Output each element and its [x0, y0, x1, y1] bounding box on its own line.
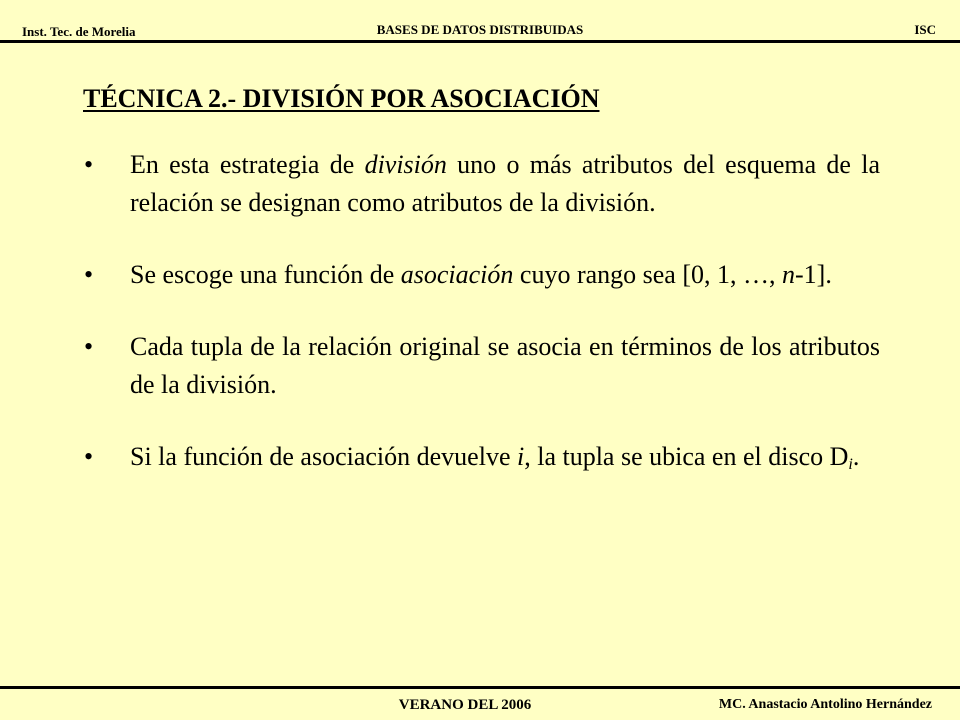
bullet-subscript: i [848, 456, 853, 473]
bullet-emphasis: división [364, 150, 447, 179]
header-program: ISC [914, 22, 936, 37]
bullet-text: , la tupla se ubica en el disco D [524, 442, 849, 471]
header-divider [0, 40, 960, 43]
bullet-text: uno o más atributos del esquema de la relación se designan como atributos de la división. [130, 150, 881, 217]
bullet-text: En esta estrategia de [130, 150, 365, 179]
bullet-item [82, 146, 880, 222]
bullet-text: Cada tupla de la relación original se asocia en términos de los atributos de la división. [130, 332, 880, 399]
footer-author: MC. Anastacio Antolino Hernández [718, 697, 932, 712]
bullet-emphasis: n [782, 260, 796, 289]
bullet-icon: • [84, 150, 94, 179]
header-institution: Inst. Tec. de Morelia [22, 24, 136, 39]
bullet-emphasis: asociación [400, 260, 514, 289]
bullet-text: Si la función de asociación devuelve [130, 442, 517, 471]
bullet-text: -1]. [795, 260, 832, 289]
bullet-text: Se escoge una función de [130, 260, 401, 289]
bullet-icon: • [84, 260, 94, 289]
bullet-item [82, 328, 880, 404]
bullet-emphasis: i [516, 442, 525, 471]
bullet-list [82, 146, 880, 484]
bullet-icon: • [84, 442, 94, 471]
header-course: BASES DE DATOS DISTRIBUIDAS [376, 22, 584, 37]
footer-divider [0, 686, 960, 689]
bullet-item [82, 256, 880, 294]
footer-term: VERANO DEL 2006 [398, 697, 532, 713]
bullet-icon: • [84, 332, 94, 361]
bullet-text: cuyo rango sea [0, 1, …, [513, 260, 783, 289]
bullet-text: . [852, 442, 860, 471]
bullet-item [82, 438, 880, 484]
slide-title: TÉCNICA 2.- DIVISIÓN POR ASOCIACIÓN [83, 84, 600, 113]
